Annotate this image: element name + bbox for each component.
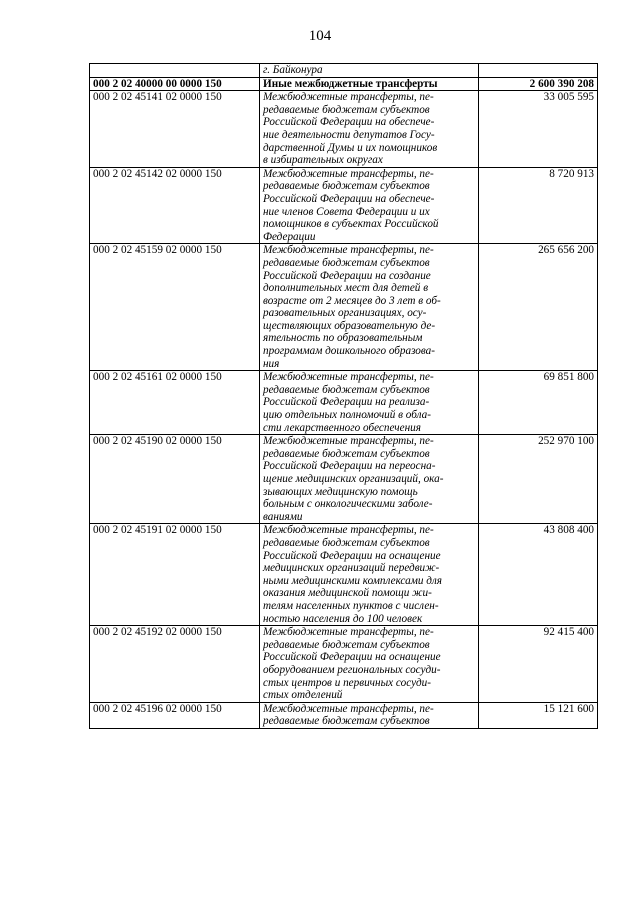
code-cell: 000 2 02 45159 02 0000 150: [90, 244, 260, 371]
code-cell: 000 2 02 45141 02 0000 150: [90, 91, 260, 168]
description-cell: Межбюджетные трансферты, пе- редаваемые бюджетам субъектов Российской Федерации на реализа- цию отдельных полномочий в обла- сти лекарственного обеспечения: [260, 371, 479, 435]
code-cell: 000 2 02 45142 02 0000 150: [90, 167, 260, 244]
code-cell: 000 2 02 40000 00 0000 150: [90, 77, 260, 91]
amount-cell: 8 720 913: [479, 167, 598, 244]
page-number: 104: [308, 28, 332, 44]
code-cell: 000 2 02 45196 02 0000 150: [90, 702, 260, 728]
amount-cell: 92 415 400: [479, 626, 598, 703]
table-row: [90, 64, 598, 78]
code-cell: 000 2 02 45191 02 0000 150: [90, 524, 260, 626]
description-cell: Межбюджетные трансферты, пе- редаваемые бюджетам субъектов Российской Федерации на обеспече- ние членов Совета Федерации и их помощников в субъектах Российской Федерации: [260, 167, 479, 244]
description-cell: Межбюджетные трансферты, пе- редаваемые бюджетам субъектов: [260, 702, 479, 728]
description-cell: Межбюджетные трансферты, пе- редаваемые бюджетам субъектов Российской Федерации на создание дополнительных мест для детей в возрасте от 2 месяцев до 3 лет в об- разовательных организациях, осу- ществляющих образовательную де- ятельность по образовательным программам дошкольного образова- ния: [260, 244, 479, 371]
code-cell: 000 2 02 45161 02 0000 150: [90, 371, 260, 435]
amount-cell: 15 121 600: [479, 702, 598, 728]
code-cell: 000 2 02 45190 02 0000 150: [90, 435, 260, 524]
code-cell: 000 2 02 45192 02 0000 150: [90, 626, 260, 703]
amount-cell: 252 970 100: [479, 435, 598, 524]
budget-table-body: [90, 64, 598, 729]
table-row: [90, 524, 598, 626]
table-row: [90, 371, 598, 435]
description-cell: г. Байконура: [260, 64, 479, 78]
code-cell: [90, 64, 260, 78]
table-row: [90, 167, 598, 244]
amount-cell: 265 656 200: [479, 244, 598, 371]
amount-cell: 2 600 390 208: [479, 77, 598, 91]
table-row: [90, 91, 598, 168]
table-row: [90, 244, 598, 371]
amount-cell: 43 808 400: [479, 524, 598, 626]
amount-cell: 33 005 595: [479, 91, 598, 168]
amount-cell: [479, 64, 598, 78]
table-row: [90, 435, 598, 524]
table-row: [90, 77, 598, 91]
table-row: [90, 702, 598, 728]
description-cell: Межбюджетные трансферты, пе- редаваемые бюджетам субъектов Российской Федерации на обеспече- ние деятельности депутатов Госу- дарственной Думы и их помощников в избирательных округах: [260, 91, 479, 168]
amount-cell: 69 851 800: [479, 371, 598, 435]
description-cell: Иные межбюджетные трансферты: [260, 77, 479, 91]
description-cell: Межбюджетные трансферты, пе- редаваемые бюджетам субъектов Российской Федерации на оснащение медицинских организаций передвиж- ными медицинскими комплексами для оказания медицинской помощи жи- телям населенных пунктов с числен- ностью населения до 100 человек: [260, 524, 479, 626]
description-cell: Межбюджетные трансферты, пе- редаваемые бюджетам субъектов Российской Федерации на оснащение оборудованием региональных сосуди- стых центров и первичных сосуди- стых отделений: [260, 626, 479, 703]
budget-table: [89, 63, 598, 729]
description-cell: Межбюджетные трансферты, пе- редаваемые бюджетам субъектов Российской Федерации на переосна- щение медицинских организаций, ока- зывающих медицинскую помощь больным с онкологическими заболе- ваниями: [260, 435, 479, 524]
table-row: [90, 626, 598, 703]
